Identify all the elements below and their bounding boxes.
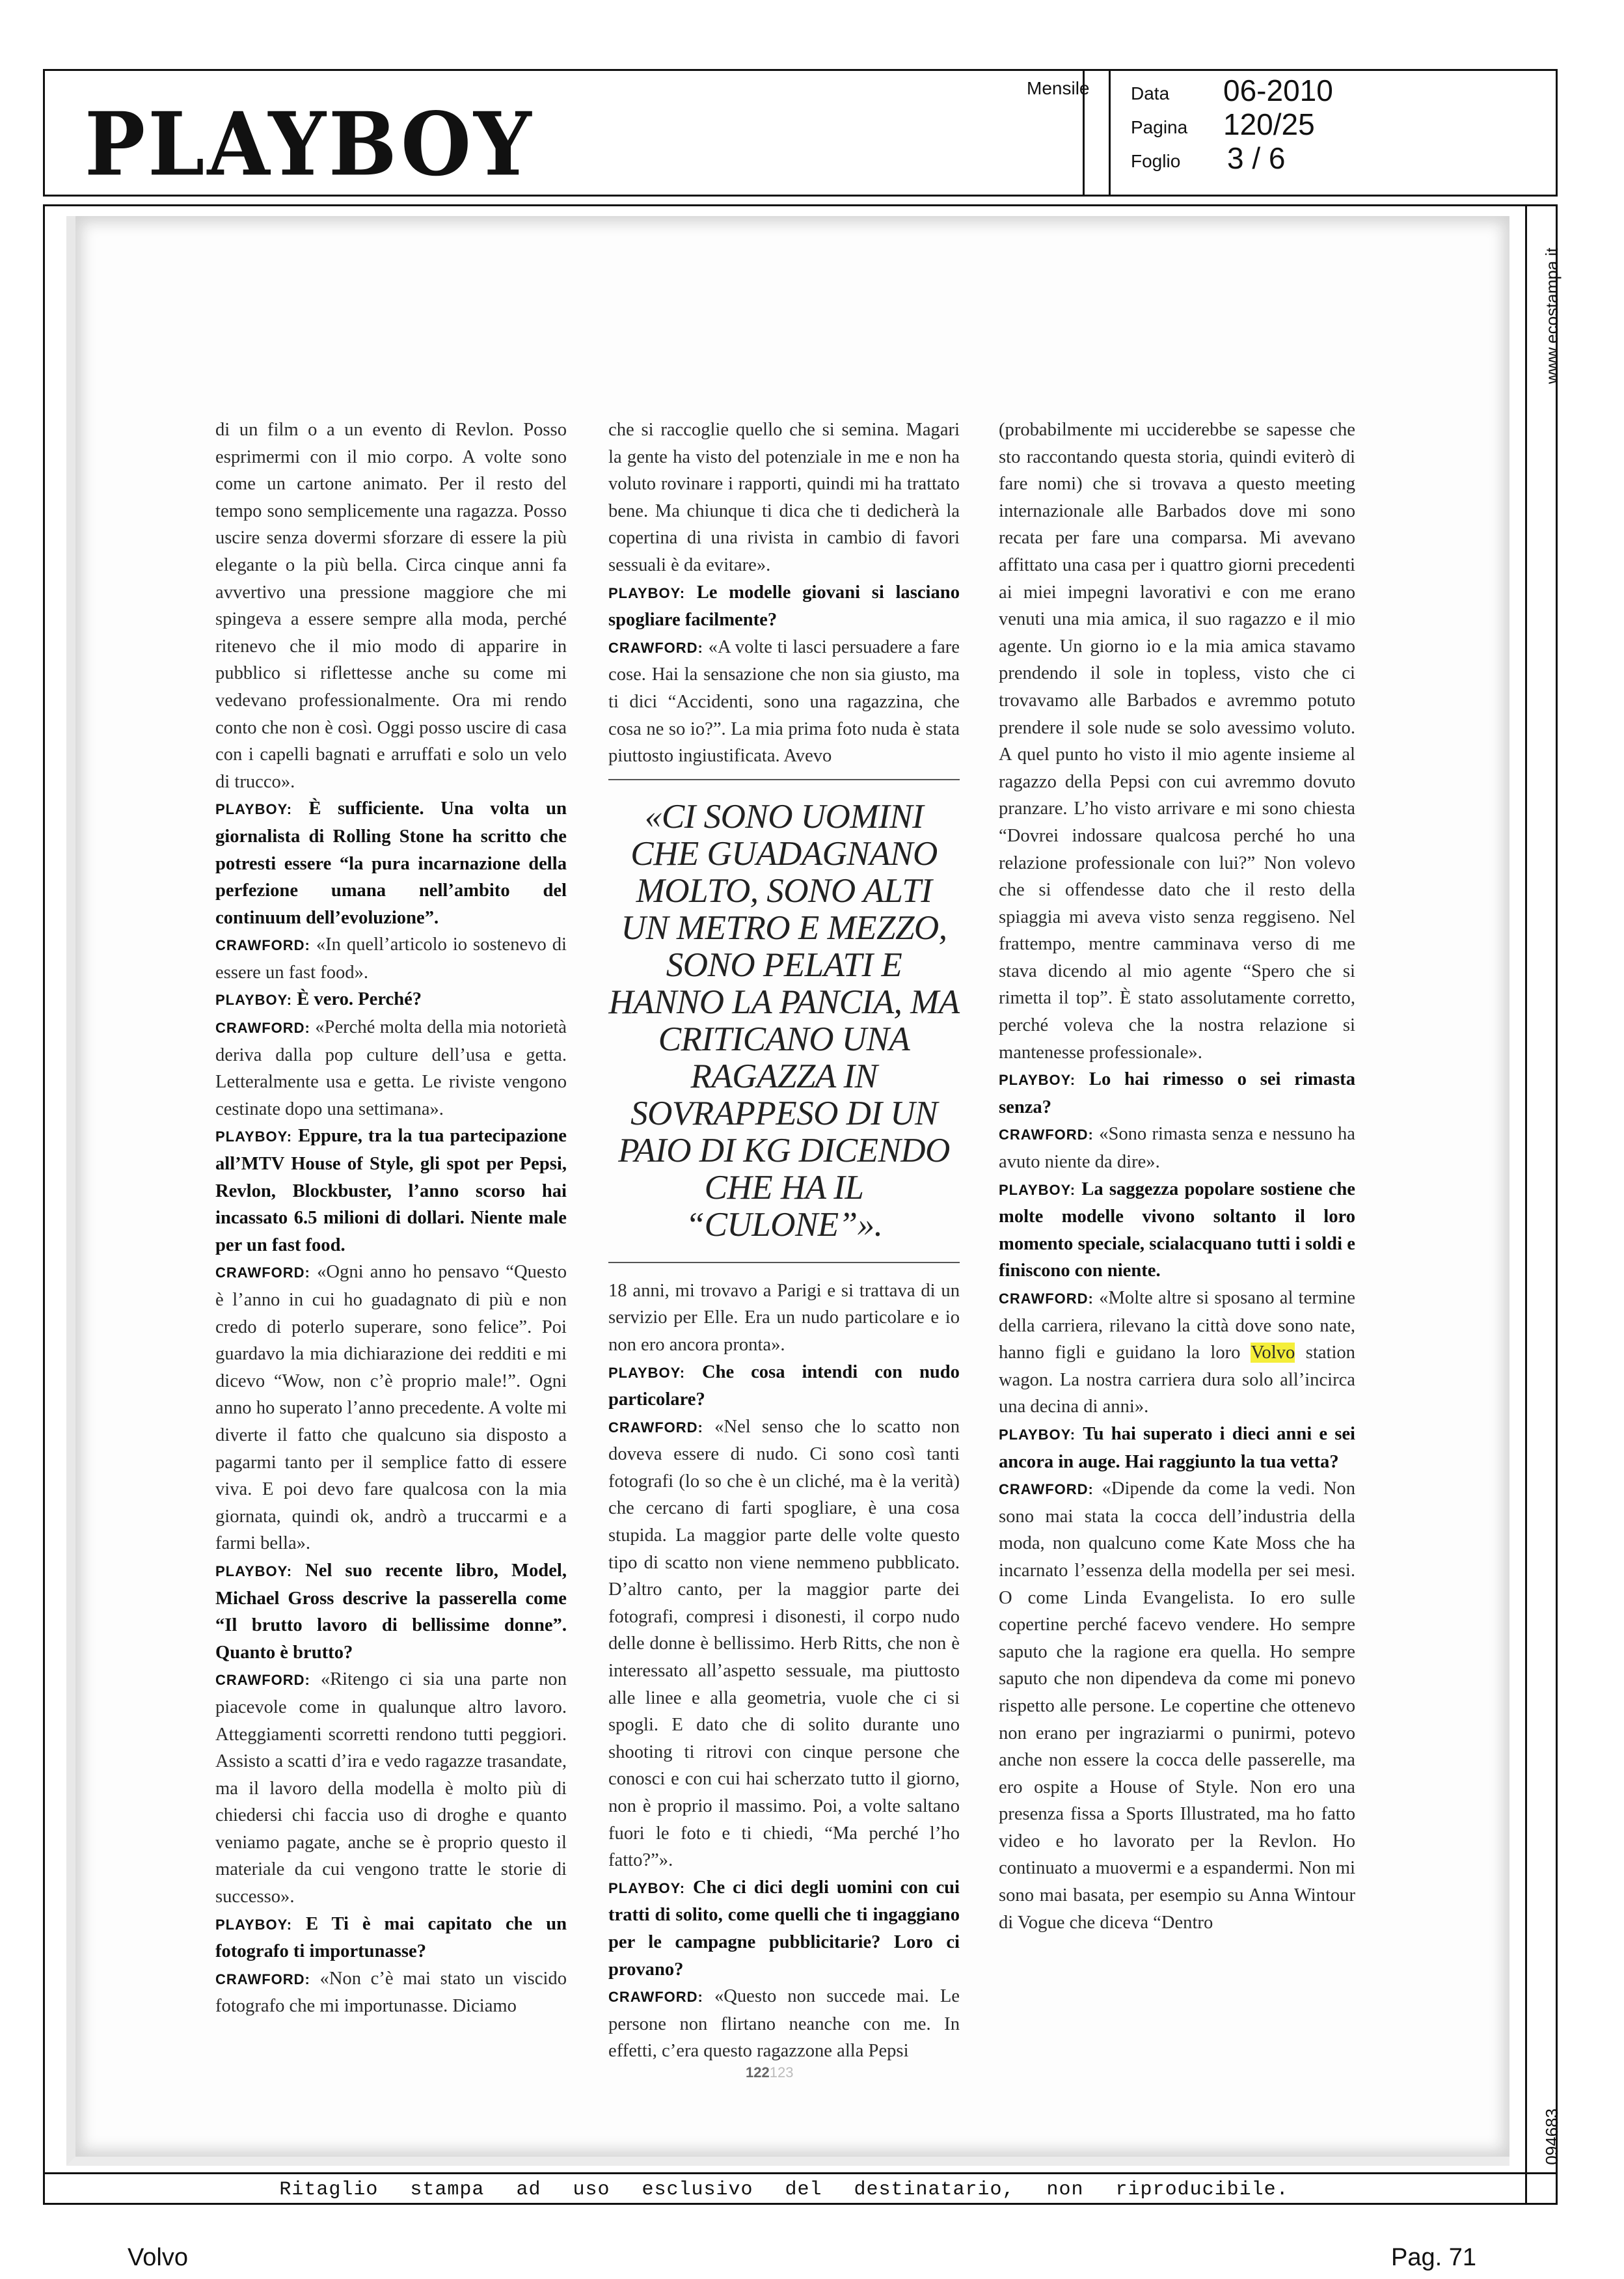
speaker-label: PLAYBOY: — [608, 584, 686, 601]
paragraph-text: «Perché molta della mia notorietà deriva dalla pop culture dell’usa e getta. Letteralmente usa e getta. Le riviste vengono cestinate dopo una settimana». — [215, 1017, 567, 1119]
interview-answer — [215, 931, 567, 986]
brand-label: Volvo — [128, 2244, 188, 2271]
speaker-label: CRAWFORD: — [608, 1989, 703, 2006]
magazine-page-number — [746, 2064, 793, 2081]
speaker-label: PLAYBOY: — [215, 1128, 293, 1145]
interview-answer — [608, 416, 960, 579]
column-2-bottom — [608, 1277, 960, 2065]
page-label: Pag. 71 — [1391, 2244, 1476, 2271]
paragraph-text: che si raccoglie quello che si semina. Magari la gente ha visto del potenziale in me e non ha voluto rovinare i rapporti, quindi mi ha trattato bene. Ma chiunque ti dica che ti dedicherà la copertina di una rivista in cambio di favori sessuali è da evitare». — [608, 420, 960, 575]
interview-answer — [215, 1259, 567, 1557]
archive-code: 094683 — [1542, 2108, 1562, 2165]
data-label: Data — [1131, 83, 1170, 103]
paragraph-text: Eppure, tra la tua partecipazione all’MTV House of Style, gli spot per Pepsi, Revlon, Blockbuster, l’anno scorso hai incassato 6.5 milioni di dollari. Niente male per un fast food. — [215, 1126, 567, 1255]
pull-quote: «CI SONO UOMINI CHE GUADAGNANO MOLTO, SONO ALTI UN METRO E MEZZO, SONO PELATI E HANNO LA PANCIA, MA CRITICANO UNA RAGAZZA IN SOVRAPPESO DI UN PAIO DI KG DICENDO CHE HA IL “CULONE”». — [608, 797, 960, 1244]
paragraph-text: (probabilmente mi ucciderebbe se sapesse che sto raccontando questa storia, quindi eviterò di fare nomi) che si trovava a questo meeting internazionale alle Barbados dove mi sono recata per fare una comparsa. Mi avevano affittato una casa per i quattro giorni precedenti ai miei impegni lavorativi e con me erano venuti una mia amica, il suo ragazzo e il mio agente. Un giorno io e la mia amica stavamo prendendo il sole in topless, visto che ci trovavamo alle Barbados e avremmo potuto prendere il sole nude se solo avessimo voluto. A quel punto ho visto il mio agente insieme al ragazzo della Pepsi con cui avremmo dovuto pranzare. L’ho visto arrivare e mi sono chiesta “Dovrei indossare qualcosa perché ho una relazione professionale con lui?” Non volevo che si offendesse dato che il resto della spiaggia mi aveva visto senza reggiseno. Nel frattempo, mentre camminava verso di me stava dicendo al mio agente “Spero che si rimetta il top”. È stato assolutamente corretto, perché voleva che la nostra relazione si mantenesse professionale». — [999, 420, 1355, 1063]
footer-divider — [43, 2172, 1558, 2174]
column-3-top — [999, 416, 1355, 1285]
paragraph-text: Che cosa intendi con nudo particolare? — [608, 1361, 960, 1410]
paragraph-text: Tu hai superato i dieci anni e sei ancora in auge. Hai raggiunto la tua vetta? — [999, 1423, 1355, 1472]
paragraph-text: È vero. Perché? — [297, 989, 422, 1010]
paragraph-text: «Molte altre si sposano al termine della carriera, rilevano la città dove sono nate, hanno figli e guidano la loro — [999, 1288, 1355, 1363]
paragraph-text: È sufficiente. Una volta un giornalista di Rolling Stone ha scritto che potresti essere “la pura incarnazione della perfezione umana nell’ambito del continuum dell’evoluzione”. — [215, 798, 567, 928]
speaker-label: CRAWFORD: — [999, 1126, 1094, 1143]
website-label: www.ecostampa.it — [1542, 247, 1562, 384]
disclaimer: Ritaglio stampa ad uso esclusivo del destinatario, non riproducibile. — [279, 2179, 1289, 2201]
paragraph-text: E Ti è mai capitato che un fotografo ti importunasse? — [215, 1913, 567, 1962]
interview-question — [215, 1557, 567, 1666]
interview-answer — [215, 1965, 567, 2020]
pagina-label: Pagina — [1131, 117, 1188, 137]
data-value: 06-2010 — [1223, 74, 1333, 107]
paragraph-text: «Sono rimasta senza e nessuno ha avuto niente da dire». — [999, 1124, 1355, 1173]
speaker-label: PLAYBOY: — [215, 1916, 293, 1933]
paragraph-text: «Non c’è mai stato un viscido fotografo che mi importunasse. Diciamo — [215, 1968, 567, 2017]
speaker-label: PLAYBOY: — [999, 1072, 1076, 1089]
paragraph-text: 18 anni, mi trovavo a Parigi e si trattava di un servizio per Elle. Era un nudo particolare e io non ero ancora pronta». — [608, 1280, 960, 1355]
interview-question — [215, 986, 567, 1014]
speaker-label: PLAYBOY: — [215, 801, 293, 818]
speaker-label: CRAWFORD: — [215, 1264, 310, 1281]
speaker-label: CRAWFORD: — [999, 1481, 1094, 1498]
paragraph-text: «Questo non succede mai. Le persone non flirtano neanche con me. In effetti, c’era questo ragazzone alla Pepsi — [608, 1986, 960, 2062]
interview-answer — [608, 634, 960, 770]
interview-question — [608, 1359, 960, 1413]
interview-question — [215, 1123, 567, 1259]
speaker-label: PLAYBOY: — [999, 1426, 1076, 1443]
speaker-label: CRAWFORD: — [608, 639, 703, 656]
volvo-paragraph — [999, 1285, 1355, 1421]
interview-question — [999, 1176, 1355, 1285]
interview-answer — [999, 1475, 1355, 1936]
interview-answer — [999, 416, 1355, 1066]
article-column-3 — [999, 416, 1355, 1936]
interview-question — [608, 579, 960, 634]
foglio-label: Foglio — [1131, 151, 1181, 171]
column-3-bottom — [999, 1421, 1355, 1936]
paragraph-text: station wagon. La nostra carriera dura solo all’incirca una decina di anni». — [999, 1343, 1355, 1417]
speaker-label: CRAWFORD: — [215, 1672, 310, 1689]
side-divider — [1525, 204, 1527, 2205]
masthead-logo: PLAYBOY — [85, 94, 534, 196]
volvo-highlight: Volvo — [1251, 1343, 1295, 1363]
column-2-top — [608, 416, 960, 770]
interview-answer — [215, 1014, 567, 1123]
header-divider — [1109, 69, 1111, 197]
interview-answer — [215, 1666, 567, 1910]
paragraph-text: Le modelle giovani si lasciano spogliare facilmente? — [608, 582, 960, 631]
speaker-label: CRAWFORD: — [215, 1971, 310, 1987]
speaker-label: PLAYBOY: — [608, 1879, 686, 1896]
interview-question — [215, 1911, 567, 1965]
interview-answer — [608, 1277, 960, 1359]
paragraph-text: «A volte ti lasci persuadere a fare cose. Hai la sensazione che non sia giusto, ma ti dici “Accidenti, sono una ragazzina, che cosa ne so io?”. La mia prima foto nuda è stata piuttosto ingiustificata. Avevo — [608, 636, 960, 767]
interview-question — [215, 795, 567, 931]
pagina-value: 120/25 — [1223, 107, 1315, 141]
speaker-label: PLAYBOY: — [608, 1364, 686, 1381]
interview-answer — [608, 1983, 960, 2065]
page-number-right: 123 — [769, 2064, 794, 2081]
speaker-label: PLAYBOY: — [215, 1563, 293, 1579]
paragraph-text: «Dipende da come la vedi. Non sono mai stata la cocca dell’industria della moda, non qualcuno come Kate Moss che ha incarnato l’essenza della modella per sei mesi. O come Linda Evangelista. Io ero sulle copertine perché facevo vendere. Ho sempre saputo che la ragione era quella. Ho sempre saputo che non dipendeva da come mi ponevo rispetto alle persone. Le copertine che ottenevo non erano per ingraziarmi o punirmi, potevo anche non essere la cocca delle passerelle, ma ero ospite a House of Style. Non ero una presenza fissa a Sports Illustrated, ma ho fatto video e ho lavorato per la Revlon. Ho continuato a muovermi e a espandermi. Non mi sono mai basata, per esempio su Anna Wintour di Vogue che diceva “Dentro — [999, 1479, 1355, 1933]
interview-question — [999, 1066, 1355, 1121]
paragraph-text: «In quell’articolo io sostenevo di essere un fast food». — [215, 935, 567, 983]
paragraph-text: «Ogni anno ho pensavo “Questo è l’anno in cui ho guadagnato di più e non credo di poterlo superare, sono felice”. Poi guardavo la mia dichiarazione dei redditi e mi dicevo “Wow, non c’è proprio male!”. Ogni anno ho superato l’anno precedente. A volte mi diverte il fatto che qualcuno sia disposto a pagarmi tanto per il semplice fatto di essere viva. E poi devo fare qualcosa con la mia giornata, quindi ok, andrò a truccarmi e a farmi bella». — [215, 1262, 567, 1554]
speaker-label: PLAYBOY: — [215, 992, 293, 1009]
pullquote-rule-top — [608, 779, 960, 780]
article-column-2 — [608, 416, 960, 2065]
interview-question — [608, 1874, 960, 1983]
paragraph-text: La saggezza popolare sostiene che molte modelle vivono soltanto il loro momento speciale, scialacquano tutti i soldi e finiscono con niente. — [999, 1179, 1355, 1281]
speaker-label: PLAYBOY: — [999, 1181, 1076, 1198]
paragraph-text: Lo hai rimesso o sei rimasta senza? — [999, 1069, 1355, 1117]
speaker-label: CRAWFORD: — [215, 1020, 310, 1037]
paragraph-text: di un film o a un evento di Revlon. Posso esprimermi con il mio corpo. A volte sono come un cartone animato. Per il resto del tempo sono semplicemente una ragazza. Posso uscire senza dovermi sforzare di essere la più elegante o la più bella. Circa cinque anni fa avvertivo una pressione maggiore che mi spingeva a essere sempre alla moda, perché ritenevo che il mio modo di apparire in pubblico si riflettesse anche su come mi vedevano professionalmente. Ora mi rendo conto che non è così. Oggi posso uscire di casa con i capelli bagnati e arruffati e solo un velo di trucco». — [215, 420, 567, 792]
paragraph-text: «Nel senso che lo scatto non doveva essere di nudo. Ci sono così tanti fotografi (lo so che è un cliché, ma è la verità) che cercano di farti spogliare, è una cosa stupida. La maggior parte delle volte questo tipo di scatto non viene nemmeno pubblicato. D’altro canto, per la maggior parte dei fotografi, compresi i disonesti, il corpo nudo delle donne è bellissimo. Herb Ritts, che non è interessato all’aspetto sessuale, ma piuttosto alle linee e alla geometria, vuole che ci si spogli. E dato che di solito durante uno shooting ti ritrovi con cinque persone che conosci e con cui hai scherzato tutto il giorno, non è proprio il massimo. Poi, a volte saltano fuori le foto e ti chiedi, “Ma perché l’ho fatto?”». — [608, 1416, 960, 1871]
speaker-label: CRAWFORD: — [999, 1290, 1094, 1307]
interview-question — [999, 1421, 1355, 1475]
pullquote-rule-bottom — [608, 1262, 960, 1263]
interview-answer — [999, 1121, 1355, 1175]
paragraph-text: Nel suo recente libro, Model, Michael Gross descrive la passerella come “Il brutto lavoro di bellissime donne”. Quanto è brutto? — [215, 1560, 567, 1663]
interview-answer — [215, 416, 567, 795]
paragraph-text: «Ritengo ci sia una parte non piacevole come in qualunque altro lavoro. Atteggiamenti scorretti rendono tutti peggiori. Assisto a scatti d’ira e vedo ragazze trasandate, ma il lavoro della modella è molto più di chiedersi chi faccia uso di droghe e quanto veniamo pagate, anche se è proprio questo il materiale da cui vengono tratte le storie di successo». — [215, 1669, 567, 1907]
speaker-label: CRAWFORD: — [215, 937, 310, 954]
speaker-label: CRAWFORD: — [608, 1419, 703, 1436]
paragraph-text: Che ci dici degli uomini con cui tratti di solito, come quelli che ti ingaggiano per le campagne pubblicitarie? Loro ci provano? — [608, 1877, 960, 1980]
page-number-left: 122 — [746, 2064, 770, 2081]
periodicity-label: Mensile — [1027, 78, 1090, 98]
interview-answer — [608, 1413, 960, 1874]
article-column-1 — [215, 416, 567, 2020]
foglio-value: 3 / 6 — [1227, 141, 1286, 175]
